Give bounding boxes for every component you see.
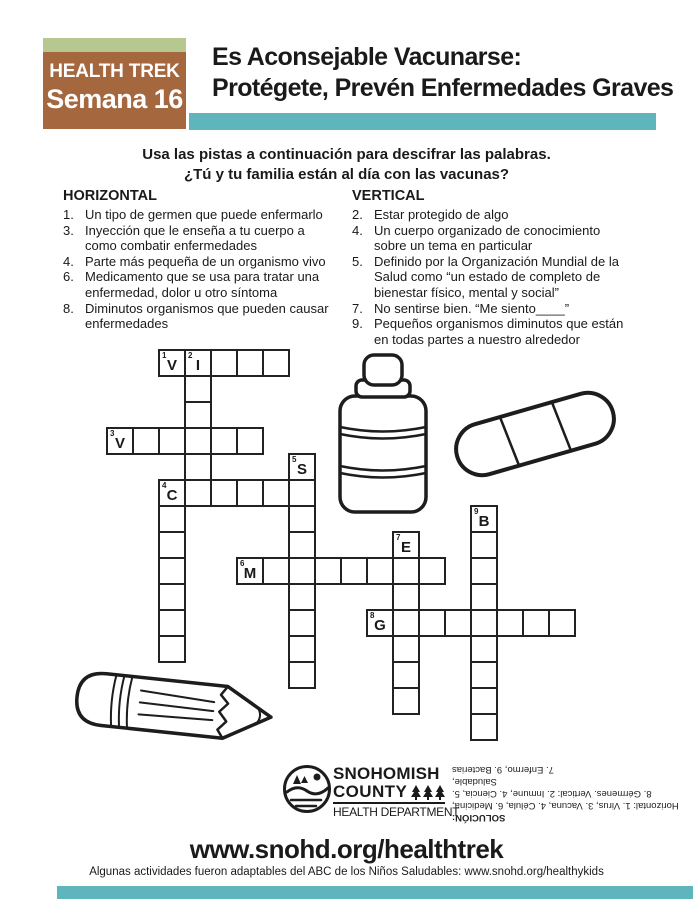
solution-key (452, 763, 688, 823)
crossword-cell (288, 609, 316, 637)
clue-text: Pequeños organismos diminutos que están en todas partes a nuestro alrededor (374, 316, 624, 347)
crossword-cell (470, 609, 498, 637)
program-name: HEALTH TREK (49, 61, 180, 82)
crossword-cell (418, 609, 446, 637)
crossword-cell (314, 557, 342, 585)
logo-county-word: COUNTY (333, 782, 408, 801)
crossword-cell (470, 661, 498, 689)
clue-item (63, 207, 339, 223)
crossword-cell (158, 583, 186, 611)
hint-letter: M (243, 565, 257, 582)
crossword-cell (418, 557, 446, 585)
crossword-cell (288, 661, 316, 689)
hint-letter: I (195, 357, 201, 374)
crossword-cell (158, 505, 186, 533)
crossword-cell (392, 687, 420, 715)
pine-trees-icon (410, 784, 446, 800)
crossword-cell (470, 583, 498, 611)
clue-item (352, 316, 636, 347)
crossword-cell (158, 479, 186, 507)
health-department-logo-text (333, 765, 463, 818)
crossword-cell (470, 713, 498, 741)
clue-item (63, 269, 339, 300)
crossword-cell (444, 609, 472, 637)
cell-number: 5 (292, 455, 297, 464)
clue-item (63, 301, 339, 332)
cell-number: 1 (162, 351, 167, 360)
cell-number: 6 (240, 559, 245, 568)
crossword-cell (496, 609, 524, 637)
clues-horizontal-heading: HORIZONTAL (63, 188, 157, 204)
crossword-cell (210, 479, 238, 507)
crossword-cell (158, 557, 186, 585)
logo-department: HEALTH DEPARTMENT (333, 805, 460, 819)
crossword-cell (470, 505, 498, 533)
title-line-2: Protégete, Prevén Enfermedades Graves (212, 74, 674, 102)
header-program-box (43, 52, 186, 129)
clue-number: 3. (63, 222, 74, 238)
cell-number: 4 (162, 481, 167, 490)
footer-teal-bar (57, 886, 693, 899)
hint-letter: V (114, 435, 125, 452)
clue-item (352, 223, 636, 254)
crossword-cell (262, 479, 290, 507)
title-line-1: Es Aconsejable Vacunarse: (212, 43, 522, 71)
crossword-cell (132, 427, 160, 455)
solution-line: 7. Enfermo, 9. Bacterias (452, 764, 554, 775)
crossword-cell (236, 557, 264, 585)
crossword-cell (158, 635, 186, 663)
instructions-line-1: Usa las pistas a continuación para descifrar las palabras. (142, 146, 551, 163)
crossword-cell (262, 349, 290, 377)
logo-county-name: SNOHOMISH (333, 764, 440, 783)
clue-number: 2. (352, 207, 363, 222)
clues-vertical-heading: VERTICAL (352, 188, 425, 204)
clue-text: No sentirse bien. “Me siento____” (374, 300, 570, 316)
clue-text: Medicamento que se usa para tratar una enfermedad, dolor u otro síntoma (85, 269, 320, 300)
solution-line: 8. Gérmenes. Vertical: 2. Inmune, 4. Ciencia, 5. Saludable, (452, 776, 652, 799)
header-green-bar (43, 38, 186, 52)
crossword-cell (184, 375, 212, 403)
cell-number: 2 (188, 351, 193, 360)
clue-number: 4. (352, 222, 363, 238)
clue-number: 1. (63, 207, 74, 222)
clue-text: Definido por la Organización Mundial de la Salud como “un estado de completo de bienestar físico, mental y social” (374, 253, 619, 300)
crossword-cell (184, 453, 212, 481)
hint-letter: S (296, 461, 307, 478)
clue-text: Inyección que le enseña a tu cuerpo a como combatir enfermedades (85, 222, 305, 254)
cell-number: 8 (370, 611, 375, 620)
crossword-cell (340, 557, 368, 585)
crossword-cell (288, 531, 316, 559)
crossword-cell (288, 557, 316, 585)
crossword-cell (158, 609, 186, 637)
capsule-illustration (449, 386, 621, 482)
crossword-cell (158, 349, 186, 377)
clue-item (63, 223, 339, 254)
solution-heading: SOLUCIÓN: (452, 812, 506, 823)
clue-number: 7. (352, 300, 363, 316)
crossword-cell (392, 661, 420, 689)
hint-letter: V (166, 357, 177, 374)
health-department-logo-icon (281, 763, 333, 815)
crossword-cell (184, 349, 212, 377)
pencil-illustration (75, 668, 280, 752)
clue-item (352, 254, 636, 301)
crossword-cell (392, 531, 420, 559)
crossword-cell (210, 427, 238, 455)
crossword-cell (392, 609, 420, 637)
clue-number: 6. (63, 269, 74, 285)
week-label: Semana 16 (46, 84, 183, 114)
clues-vertical (352, 188, 636, 347)
clue-text: Un tipo de germen que puede enfermarlo (85, 207, 323, 222)
crossword-cell (522, 609, 550, 637)
crossword-cell (236, 349, 264, 377)
attribution-note: Algunas actividades fueron adaptables del ABC de los Niños Saludables: www.snohd.org/healthykids (89, 866, 604, 878)
crossword-cell (184, 479, 212, 507)
hint-letter: E (400, 539, 411, 556)
crossword-cell (184, 401, 212, 429)
crossword-cell (392, 557, 420, 585)
crossword-cell (470, 635, 498, 663)
instructions-line-2: ¿Tú y tu familia están al día con las vacunas? (183, 166, 510, 183)
crossword-cell (288, 635, 316, 663)
crossword-cell (210, 349, 238, 377)
crossword-cell (236, 427, 264, 455)
clue-item (63, 254, 339, 270)
clue-text: Estar protegido de algo (374, 207, 509, 222)
clues-horizontal (63, 188, 339, 332)
cell-number: 9 (474, 507, 479, 516)
crossword-cell (288, 505, 316, 533)
solution-line: Horizontal: 1. Virus, 3. Vacuna, 4. Célula, 6. Medicina, (452, 800, 679, 811)
page-title (212, 42, 687, 104)
hint-letter: B (478, 513, 490, 530)
clue-item (352, 301, 636, 317)
hint-letter: G (374, 617, 386, 634)
crossword-cell (548, 609, 576, 637)
website-url: www.snohd.org/healthtrek (189, 834, 504, 864)
cell-number: 7 (396, 533, 401, 542)
clue-number: 4. (63, 253, 74, 269)
clue-number: 8. (63, 300, 74, 316)
logo-divider (333, 802, 445, 804)
crossword-cell (366, 609, 394, 637)
crossword-cell (288, 479, 316, 507)
crossword-cell (470, 687, 498, 715)
crossword-cell (470, 557, 498, 585)
crossword-cell (158, 531, 186, 559)
crossword-cell (470, 531, 498, 559)
clue-text: Diminutos organismos que pueden causar enfermedades (85, 300, 329, 332)
header-teal-bar (189, 113, 656, 130)
clue-number: 9. (352, 316, 363, 332)
cell-number: 3 (110, 429, 115, 438)
crossword-cell (158, 427, 186, 455)
crossword-cell (288, 453, 316, 481)
crossword-cell (366, 557, 394, 585)
crossword-cell (236, 479, 264, 507)
crossword-cell (184, 427, 212, 455)
clue-item (352, 207, 636, 223)
crossword-cell (392, 635, 420, 663)
clue-text: Parte más pequeña de un organismo vivo (85, 253, 326, 269)
clue-number: 5. (352, 253, 363, 269)
crossword-cell (262, 557, 290, 585)
instructions (0, 145, 693, 185)
hint-letter: C (166, 487, 178, 504)
clue-text: Un cuerpo organizado de conocimiento sobre un tema en particular (374, 222, 601, 254)
vaccine-vial-illustration (337, 353, 429, 515)
crossword-cell (288, 583, 316, 611)
crossword-cell (392, 583, 420, 611)
crossword-cell (106, 427, 134, 455)
